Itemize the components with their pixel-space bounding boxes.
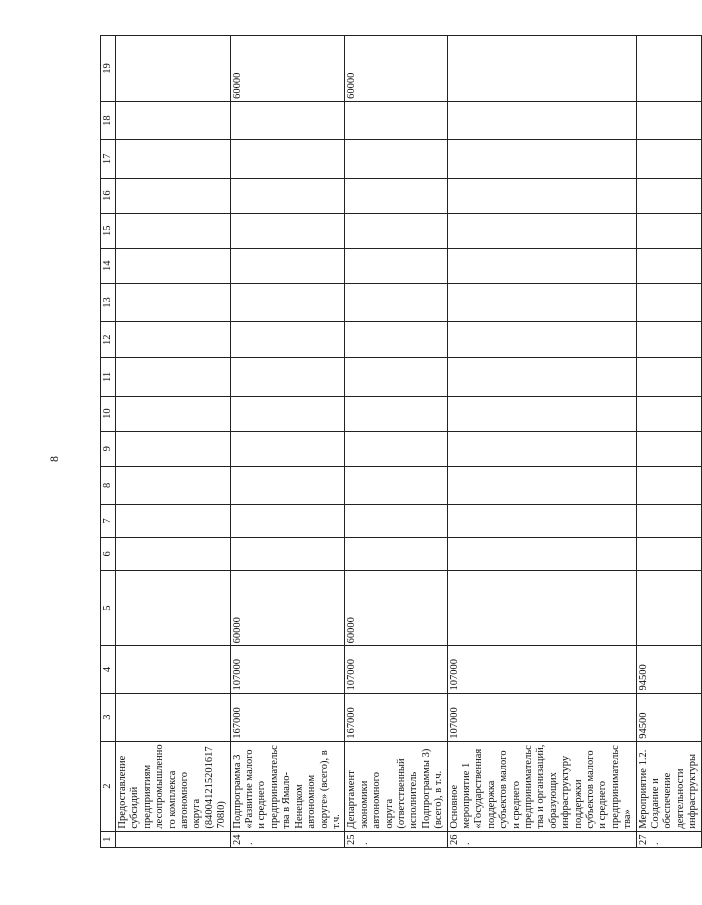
table-row — [636, 36, 701, 848]
cell-col4 — [116, 646, 231, 693]
cell-total — [116, 693, 231, 741]
cell-col5: 60000 — [230, 570, 345, 646]
cell-total: 94500 — [636, 693, 701, 741]
row-name: Департамент экономики автономного округа (ответственный исполнитель Подпрограммы 3) (всего), в т.ч. — [345, 741, 447, 831]
col-header: 9 — [101, 431, 116, 466]
col-header: 5 — [101, 570, 116, 646]
cell-col19 — [116, 36, 231, 102]
cell-col19: 60000 — [345, 36, 447, 102]
col-header: 10 — [101, 396, 116, 431]
row-number: 26. — [447, 831, 636, 847]
col-header: 11 — [101, 358, 116, 396]
table-row — [345, 36, 447, 848]
row-number: 24. — [230, 831, 345, 847]
col-header: 4 — [101, 646, 116, 693]
row-number — [116, 831, 231, 847]
row-name: Основное мероприятие 1 «Государственная поддержка субъектов малого и среднего предпринимательства и организаций, образующих инфраструктуру поддержки субъектов малого и среднего предпринимательства» — [447, 741, 636, 831]
row-name: Мероприятие 1.2. Создание и обеспечение деятельности инфраструктуры — [636, 741, 701, 831]
cell-col5 — [636, 570, 701, 646]
col-header: 12 — [101, 322, 116, 358]
table-row — [447, 36, 636, 848]
col-header: 1 — [101, 831, 116, 847]
row-number: 27. — [636, 831, 701, 847]
col-header: 15 — [101, 213, 116, 248]
row-name: Предоставление субсидий предприятиям лесопромышленного комплекса автономного округа (840041215201617708l0) — [116, 741, 231, 831]
col-header: 19 — [101, 36, 116, 102]
budget-table — [100, 35, 702, 848]
col-header: 6 — [101, 537, 116, 570]
cell-col4: 107000 — [230, 646, 345, 693]
col-header: 8 — [101, 466, 116, 504]
cell-total: 167000 — [345, 693, 447, 741]
rotated-table-wrapper — [100, 35, 699, 848]
cell-col5 — [447, 570, 636, 646]
col-header: 13 — [101, 283, 116, 321]
col-header: 18 — [101, 101, 116, 139]
col-header: 3 — [101, 693, 116, 741]
cell-col4: 107000 — [447, 646, 636, 693]
page-number: 8 — [47, 456, 61, 462]
cell-total: 167000 — [230, 693, 345, 741]
cell-col4: 94500 — [636, 646, 701, 693]
row-number: 25. — [345, 831, 447, 847]
cell-total: 107000 — [447, 693, 636, 741]
cell-col19 — [636, 36, 701, 102]
col-header: 16 — [101, 178, 116, 213]
col-header: 7 — [101, 505, 116, 538]
col-header: 14 — [101, 248, 116, 283]
cell-col5 — [116, 570, 231, 646]
table-header-row — [101, 36, 116, 848]
table-row — [230, 36, 345, 848]
table-row — [116, 36, 231, 848]
cell-col4: 107000 — [345, 646, 447, 693]
col-header: 2 — [101, 741, 116, 831]
row-name: Подпрограмма 3 «Развитие малого и среднего предпринимательства в Ямало-Ненецком автономном округе» (всего), в т.ч. — [230, 741, 345, 831]
cell-col5: 60000 — [345, 570, 447, 646]
cell-col19: 60000 — [230, 36, 345, 102]
cell-col19 — [447, 36, 636, 102]
col-header: 17 — [101, 140, 116, 178]
